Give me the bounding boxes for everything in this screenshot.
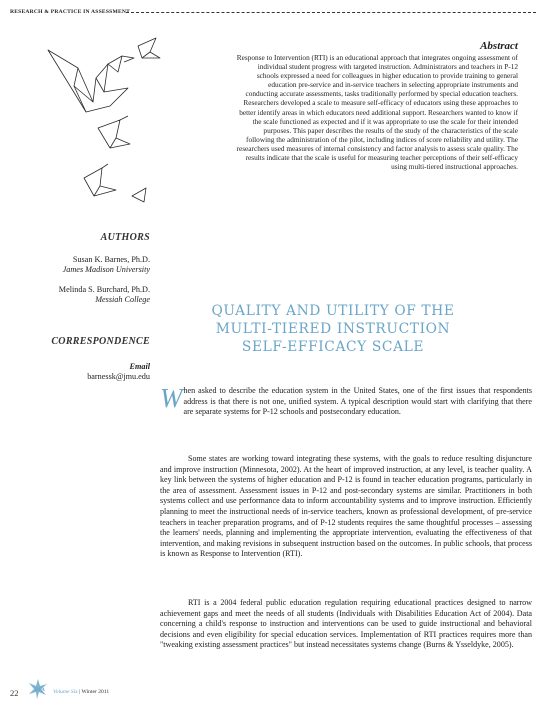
- article-paragraph-2: Some states are working toward integrating these systems, with the goals to reduce resulting disjuncture and improve instruction (Minnesota, 2002). At the heart of improved instruction, at any level, is teacher quality. A key link between the systems of higher education and P-12 is found in teacher education programs, particularly in the area of assessment. Assessment issues in P-12 and post-secondary systems are similar. Practitioners in both systems collect and use performance data to inform accountability systems and to improve instruction. Efficiently planning to meet the instructional needs of in-service teachers, known as professional development, of pre-service teachers in teacher preparation programs, and of P-12 students requires the same thoughtful processes – assessing the learners' needs, planning and implementing the appropriate intervention, evaluating the effectiveness of that intervention, and making revisions in subsequent instruction based on the outcomes. In public schools, that process is known as Response to Intervention (RTI).: [160, 454, 532, 559]
- correspondence-section: [20, 336, 150, 347]
- paragraph-text: hen asked to describe the education system in the United States, one of the first issues that respondents address is that there is not one, unified system. A typical description would start with clarifying that there are separate systems for P-12 schools and postsecondary education.: [183, 386, 532, 417]
- origami-birds-illustration: [38, 28, 168, 218]
- correspondence-heading: CORRESPONDENCE: [51, 336, 150, 347]
- title-line: SELF-EFFICACY SCALE: [241, 339, 425, 355]
- article-title: [160, 302, 506, 356]
- email-label: Email: [129, 362, 150, 371]
- section-header-label: RESEARCH & PRACTICE IN ASSESSMENT: [10, 9, 131, 15]
- title-line: QUALITY AND UTILITY OF THE: [211, 303, 455, 319]
- email-link[interactable]: barnessk@jmu.edu: [87, 372, 150, 382]
- author-2: [20, 285, 150, 305]
- author-affiliation: James Madison University: [62, 265, 150, 275]
- authors-heading: AUTHORS: [100, 232, 150, 243]
- author-name: Susan K. Barnes, Ph.D.: [72, 255, 150, 264]
- abstract-heading: Abstract: [480, 40, 518, 52]
- dropcap-letter: W: [160, 383, 183, 413]
- article-paragraph-3: RTI is a 2004 federal public education regulation requiring educational practices designed to narrow achievement gaps and meet the needs of all students (Individuals with Disabilities Education Act of 2004). Data concerning a child's response to instruction and interventions can be used to guide instructional and behavioral decisions and even eligibility for special education services. Implementation of RTI practices requires more than "tweaking existing assessment practices" but instead necessitates systems change (Burns & Ysseldyke, 2005).: [160, 598, 532, 650]
- authors-section: [20, 232, 150, 243]
- article-paragraph-1: [160, 383, 532, 418]
- author-name: Melinda S. Burchard, Ph.D.: [58, 285, 150, 294]
- logo-text: RPA: [35, 688, 45, 693]
- volume-label: Volume Six: [53, 689, 78, 695]
- email-block: [20, 362, 150, 382]
- issue-info: Volume Six | Winter 2011: [53, 689, 110, 695]
- title-line: MULTI-TIERED INSTRUCTION: [215, 321, 451, 337]
- issue-label: Winter 2011: [81, 689, 110, 695]
- page-number: 22: [10, 688, 19, 698]
- header-divider: [126, 12, 536, 13]
- author-affiliation: Messiah College: [95, 295, 150, 305]
- author-1: [20, 255, 150, 275]
- abstract-text: Response to Intervention (RTI) is an educational approach that integrates ongoing assessment of individual student progress with targeted instruction. Administrators and teachers in P-12 schools expressed a need for colleagues in higher education to provide training to general education pre-service and in-service teachers in selecting appropriate instruments and conducting accurate assessments, tasks traditionally performed by special education teachers. Researchers developed a scale to measure self-efficacy of educators using these approaches to better identify areas in which educators need additional support. Researchers wanted to know if the scale functioned as expected and if it was appropriate to use the scale for their intended purposes. This paper describes the results of the study of the characteristics of the scale following the administration of the pilot, including indices of score reliability and utility. The researchers used measures of internal consistency and factor analysis to assess scale quality. The results indicate that the scale is useful for measuring teacher perceptions of their self-efficacy using multi-tiered instructional approaches.: [236, 53, 518, 172]
